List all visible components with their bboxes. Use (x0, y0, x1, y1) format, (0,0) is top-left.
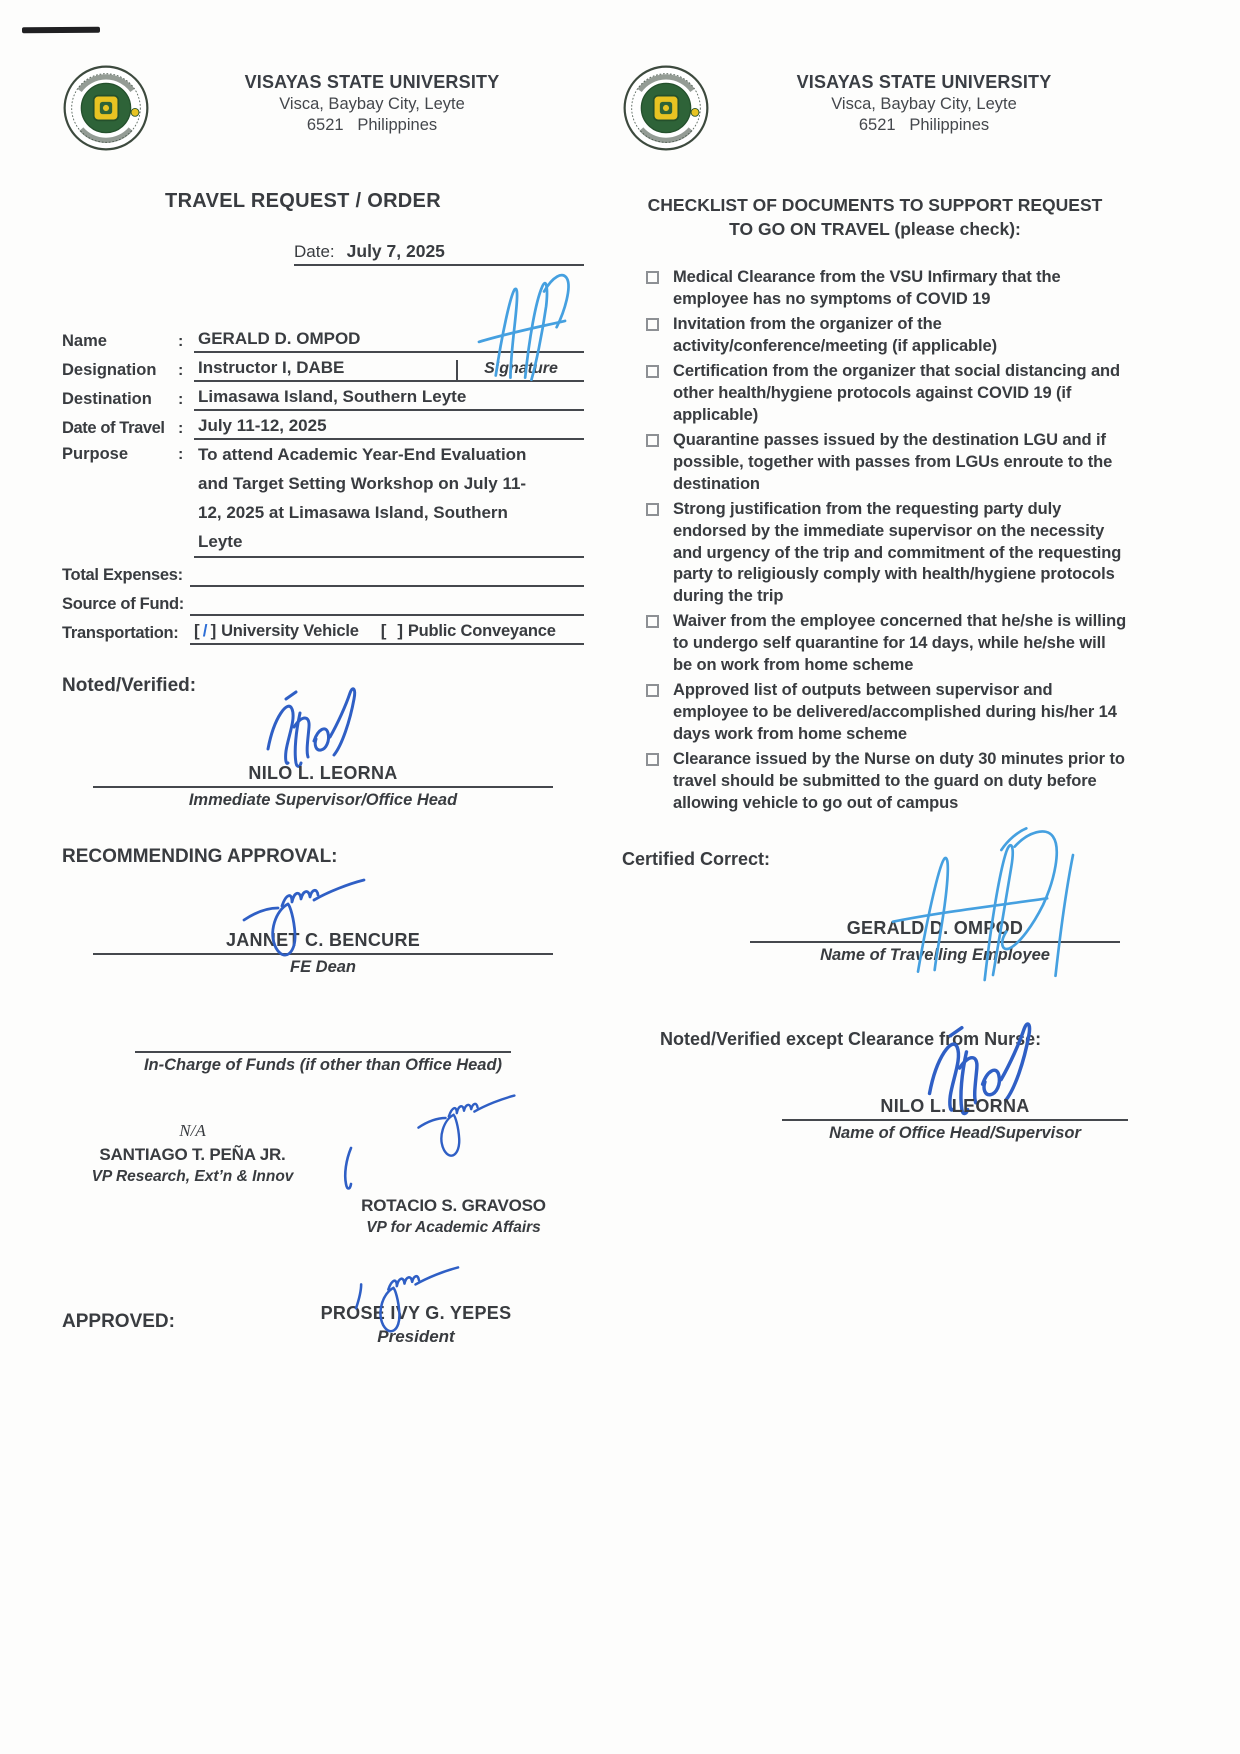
destination-label: Destination (62, 390, 152, 408)
vp-research-role: VP Research, Ext’n & Innov (91, 1168, 294, 1185)
checklist-item (646, 611, 1128, 677)
bracket: [ (380, 621, 387, 640)
field-transportation (62, 616, 584, 645)
name-value: GERALD D. OMPOD (194, 329, 584, 353)
purpose-line2: and Target Setting Workshop on July 11- (198, 474, 527, 493)
purpose-label: Purpose (62, 445, 129, 463)
bracket: ] (210, 621, 217, 640)
vp-research-block (62, 1121, 323, 1237)
field-destination (62, 382, 584, 411)
president-role: President (377, 1327, 455, 1346)
supervisor-role: Immediate Supervisor/Office Head (188, 791, 458, 809)
approved-heading: APPROVED: (62, 1311, 175, 1332)
checklist-item-text: Certification from the organizer that social distancing and other health/hygiene protocols against COVID 19 (if applicable) (673, 362, 1120, 424)
option-public-conveyance: Public Conveyance (407, 622, 556, 640)
date-of-travel-label: Date of Travel (62, 419, 165, 437)
signature-gravoso-lead (337, 1140, 363, 1194)
checklist-title-line1: CHECKLIST OF DOCUMENTS TO SUPPORT REQUEST (647, 195, 1103, 215)
designation-value: Instructor I, DABE (194, 358, 456, 382)
office-head-name: NILO L. LEORNA (880, 1095, 1030, 1116)
colon: : (178, 420, 184, 437)
signature-line (782, 1119, 1128, 1121)
checklist-item (646, 267, 1128, 311)
noted-verified-heading: Noted/Verified: (62, 675, 197, 696)
university-vehicle-checkmark: / (202, 621, 208, 640)
checklist-item (646, 499, 1128, 609)
checklist-item-text: Clearance issued by the Nurse on duty 30 minutes prior to travel should be submitted to the guard on duty before allowing vehicle to go out of campus (673, 749, 1125, 812)
office-head-role: Name of Office Head/Supervisor (829, 1123, 1081, 1142)
in-charge-of-funds-block (62, 1051, 584, 1075)
bracket: ] (397, 621, 404, 640)
date-of-travel-value: July 11-12, 2025 (194, 416, 584, 440)
bracket: [ (194, 621, 200, 640)
checkbox-icon (646, 271, 659, 284)
source-of-fund-label: Source of Fund: (62, 595, 184, 613)
checklist-item (646, 430, 1128, 496)
university-name: VISAYAS STATE UNIVERSITY (796, 72, 1052, 92)
supervisor-name: NILO L. LEORNA (248, 763, 398, 783)
president-name: PROSE IVY G. YEPES (320, 1303, 512, 1323)
checklist-item-text: Strong justification from the requesting party duly endorsed by the immediate supervisor on the necessity and urgency of the trip and commitment of the requesting party to religiously comply with health/hygiene protocols during the trip (673, 499, 1122, 606)
certified-correct-block (622, 849, 1128, 965)
field-total-expenses (62, 558, 584, 587)
checklist-item-text: Approved list of outputs between supervisor and employee to be delivered/accomplished during his/her 14 days work from home scheme (673, 681, 1117, 743)
source-of-fund-value (190, 612, 584, 616)
checkbox-icon (646, 615, 659, 628)
university-address-line2: 6521 Philippines (306, 116, 438, 134)
signature-yepes (349, 1266, 477, 1343)
checkbox-icon (646, 684, 659, 697)
dean-role: FE Dean (289, 958, 357, 976)
checkbox-icon (646, 365, 659, 378)
purpose-line4: Leyte (194, 527, 584, 558)
vp-academic-name: ROTACIO S. GRAVOSO (361, 1196, 546, 1215)
total-expenses-label: Total Expenses: (62, 566, 183, 584)
transportation-value (190, 621, 584, 645)
checklist-title (622, 194, 1128, 241)
right-header (622, 64, 1128, 152)
vp-academic-role: VP for Academic Affairs (366, 1219, 541, 1236)
colon: : (178, 446, 184, 463)
field-purpose (62, 440, 584, 558)
travel-request-form (62, 64, 584, 1347)
signature-line (135, 1051, 511, 1053)
checklist-item (646, 314, 1128, 358)
university-address-line2: 6521 Philippines (858, 116, 990, 134)
university-name: VISAYAS STATE UNIVERSITY (244, 72, 500, 92)
checklist-item (646, 680, 1128, 746)
checkbox-icon (646, 753, 659, 766)
purpose-line1: To attend Academic Year-End Evaluation (198, 445, 527, 464)
purpose-line3: 12, 2025 at Limasawa Island, Southern (198, 503, 508, 522)
noted-except-nurse-heading: Noted/Verified except Clearance from Nurse: (660, 1028, 1042, 1049)
purpose-value (194, 440, 584, 558)
checklist-item (646, 749, 1128, 815)
option-university-vehicle: University Vehicle (221, 622, 359, 640)
left-header (62, 64, 584, 152)
total-expenses-value (190, 583, 584, 587)
signature-cell-label: Signature (456, 360, 584, 382)
signature-gravoso (412, 1094, 532, 1166)
university-address-line1: Visca, Baybay City, Leyte (831, 95, 1017, 113)
signature-line (93, 786, 552, 788)
date-value: July 7, 2025 (346, 241, 445, 261)
signature-ompod-large (868, 821, 1118, 989)
certified-correct-heading: Certified Correct: (622, 848, 771, 869)
signature-bencure (236, 878, 386, 968)
colon: : (178, 333, 184, 350)
vp-research-name: SANTIAGO T. PEÑA JR. (99, 1145, 286, 1164)
signature-ompod-small (464, 260, 580, 386)
approved-block (248, 1303, 584, 1347)
colon: : (178, 391, 184, 408)
travelling-employee-name: GERALD D. OMPOD (846, 917, 1024, 938)
checklist-item-text: Quarantine passes issued by the destination LGU and if possible, together with passes from LGUs enroute to the destination (673, 430, 1113, 493)
recommending-block (62, 930, 584, 977)
colon: : (178, 362, 184, 379)
noted-verified-block (62, 683, 584, 810)
university-seal-icon (62, 64, 150, 152)
checklist-item (646, 361, 1128, 427)
travelling-employee-role: Name of Travelling Employee (820, 945, 1050, 964)
na-annotation: N/A (179, 1121, 206, 1140)
checklist-item-text: Medical Clearance from the VSU Infirmary that the employee has no symptoms of COVID 19 (673, 268, 1061, 309)
destination-value: Limasawa Island, Southern Leyte (194, 387, 584, 411)
transportation-label: Transportation: (62, 624, 179, 642)
field-source-of-fund (62, 587, 584, 616)
university-seal-icon (622, 64, 710, 152)
checklist-title-line2: TO GO ON TRAVEL (please check): (729, 218, 1021, 239)
scan-artifact-mark (22, 27, 100, 34)
field-date-of-travel (62, 411, 584, 440)
in-charge-role: In-Charge of Funds (if other than Office Head) (143, 1056, 503, 1074)
recommending-approval-heading: RECOMMENDING APPROVAL: (62, 846, 338, 867)
name-label: Name (62, 332, 107, 350)
form-title: TRAVEL REQUEST / ORDER (165, 190, 441, 212)
checklist-panel (622, 64, 1128, 1143)
university-address-line1: Visca, Baybay City, Leyte (279, 95, 465, 113)
date-label: Date: (294, 242, 335, 261)
checkbox-icon (646, 503, 659, 516)
vp-academic-block (323, 1121, 584, 1237)
checklist-item-text: Waiver from the employee concerned that he/she is willing to undergo self quarantine for 14 days, while he/she will be on work from home scheme (673, 612, 1127, 675)
noted-except-nurse-block (622, 1029, 1128, 1143)
checklist-item-text: Invitation from the organizer of the activity/conference/meeting (if applicable) (673, 315, 997, 356)
checklist (622, 267, 1128, 815)
checkbox-icon (646, 434, 659, 447)
dean-name: JANNET C. BENCURE (225, 930, 421, 950)
checkbox-icon (646, 318, 659, 331)
designation-label: Designation (62, 361, 157, 379)
